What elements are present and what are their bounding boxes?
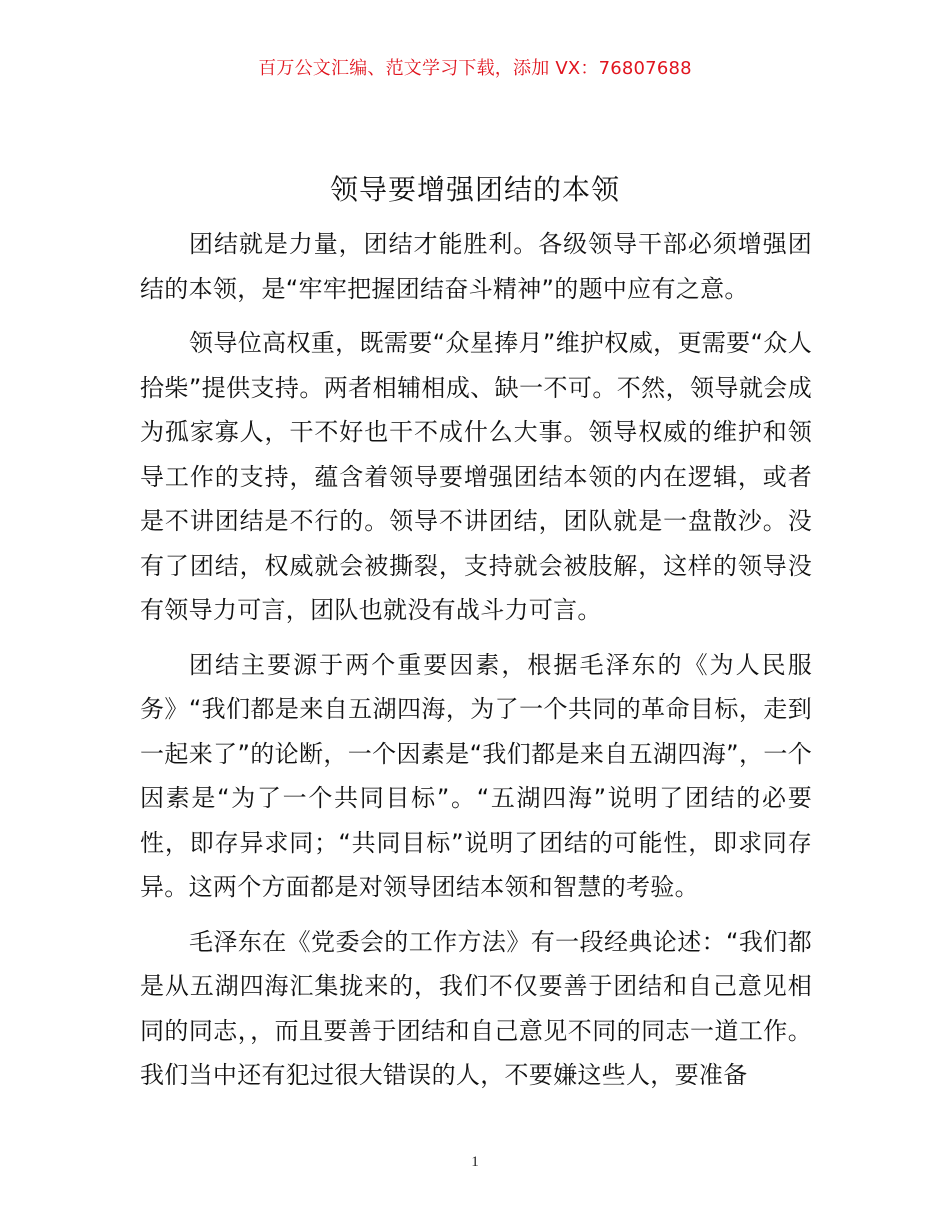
page-number: 1 — [471, 1154, 479, 1170]
document-body — [140, 222, 812, 1108]
paragraph: 毛泽东在《党委会的工作方法》有一段经典论述：“我们都是从五湖四海汇集拢来的，我们不仅要善于团结和自己意见相同的同志，，而且要善于团结和自己意见不同的同志一道工作。我们当中还有犯过很大错误的人，不要嫌这些人，要准备 — [140, 927, 812, 1089]
document-title: 领导要增强团结的本领 — [329, 173, 620, 206]
watermark-banner: 百万公文汇编、范文学习下载，添加 VX：76807688 — [258, 58, 692, 79]
paragraph: 领导位高权重，既需要“众星捧月”维护权威，更需要“众人拾柴”提供支持。两者相辅相成、缺一不可。不然，领导就会成为孤家寡人，干不好也干不成什么大事。领导权威的维护和领导工作的支持，蕴含着领导要增强团结本领的内在逻辑，或者是不讲团结是不行的。领导不讲团结，团队就是一盘散沙。没有了团结，权威就会被撕裂，支持就会被肢解，这样的领导没有领导力可言，团队也就没有战斗力可言。 — [140, 329, 812, 624]
paragraph: 团结就是力量，团结才能胜利。各级领导干部必须增强团结的本领，是“牢牢把握团结奋斗精神”的题中应有之意。 — [140, 230, 812, 303]
paragraph: 团结主要源于两个重要因素，根据毛泽东的《为人民服务》“我们都是来自五湖四海，为了一个共同的革命目标，走到一起来了”的论断，一个因素是“我们都是来自五湖四海”，一个因素是“为了一个共同目标”。“五湖四海”说明了团结的必要性，即存异求同；“共同目标”说明了团结的可能性，即求同存异。这两个方面都是对领导团结本领和智慧的考验。 — [140, 650, 812, 901]
